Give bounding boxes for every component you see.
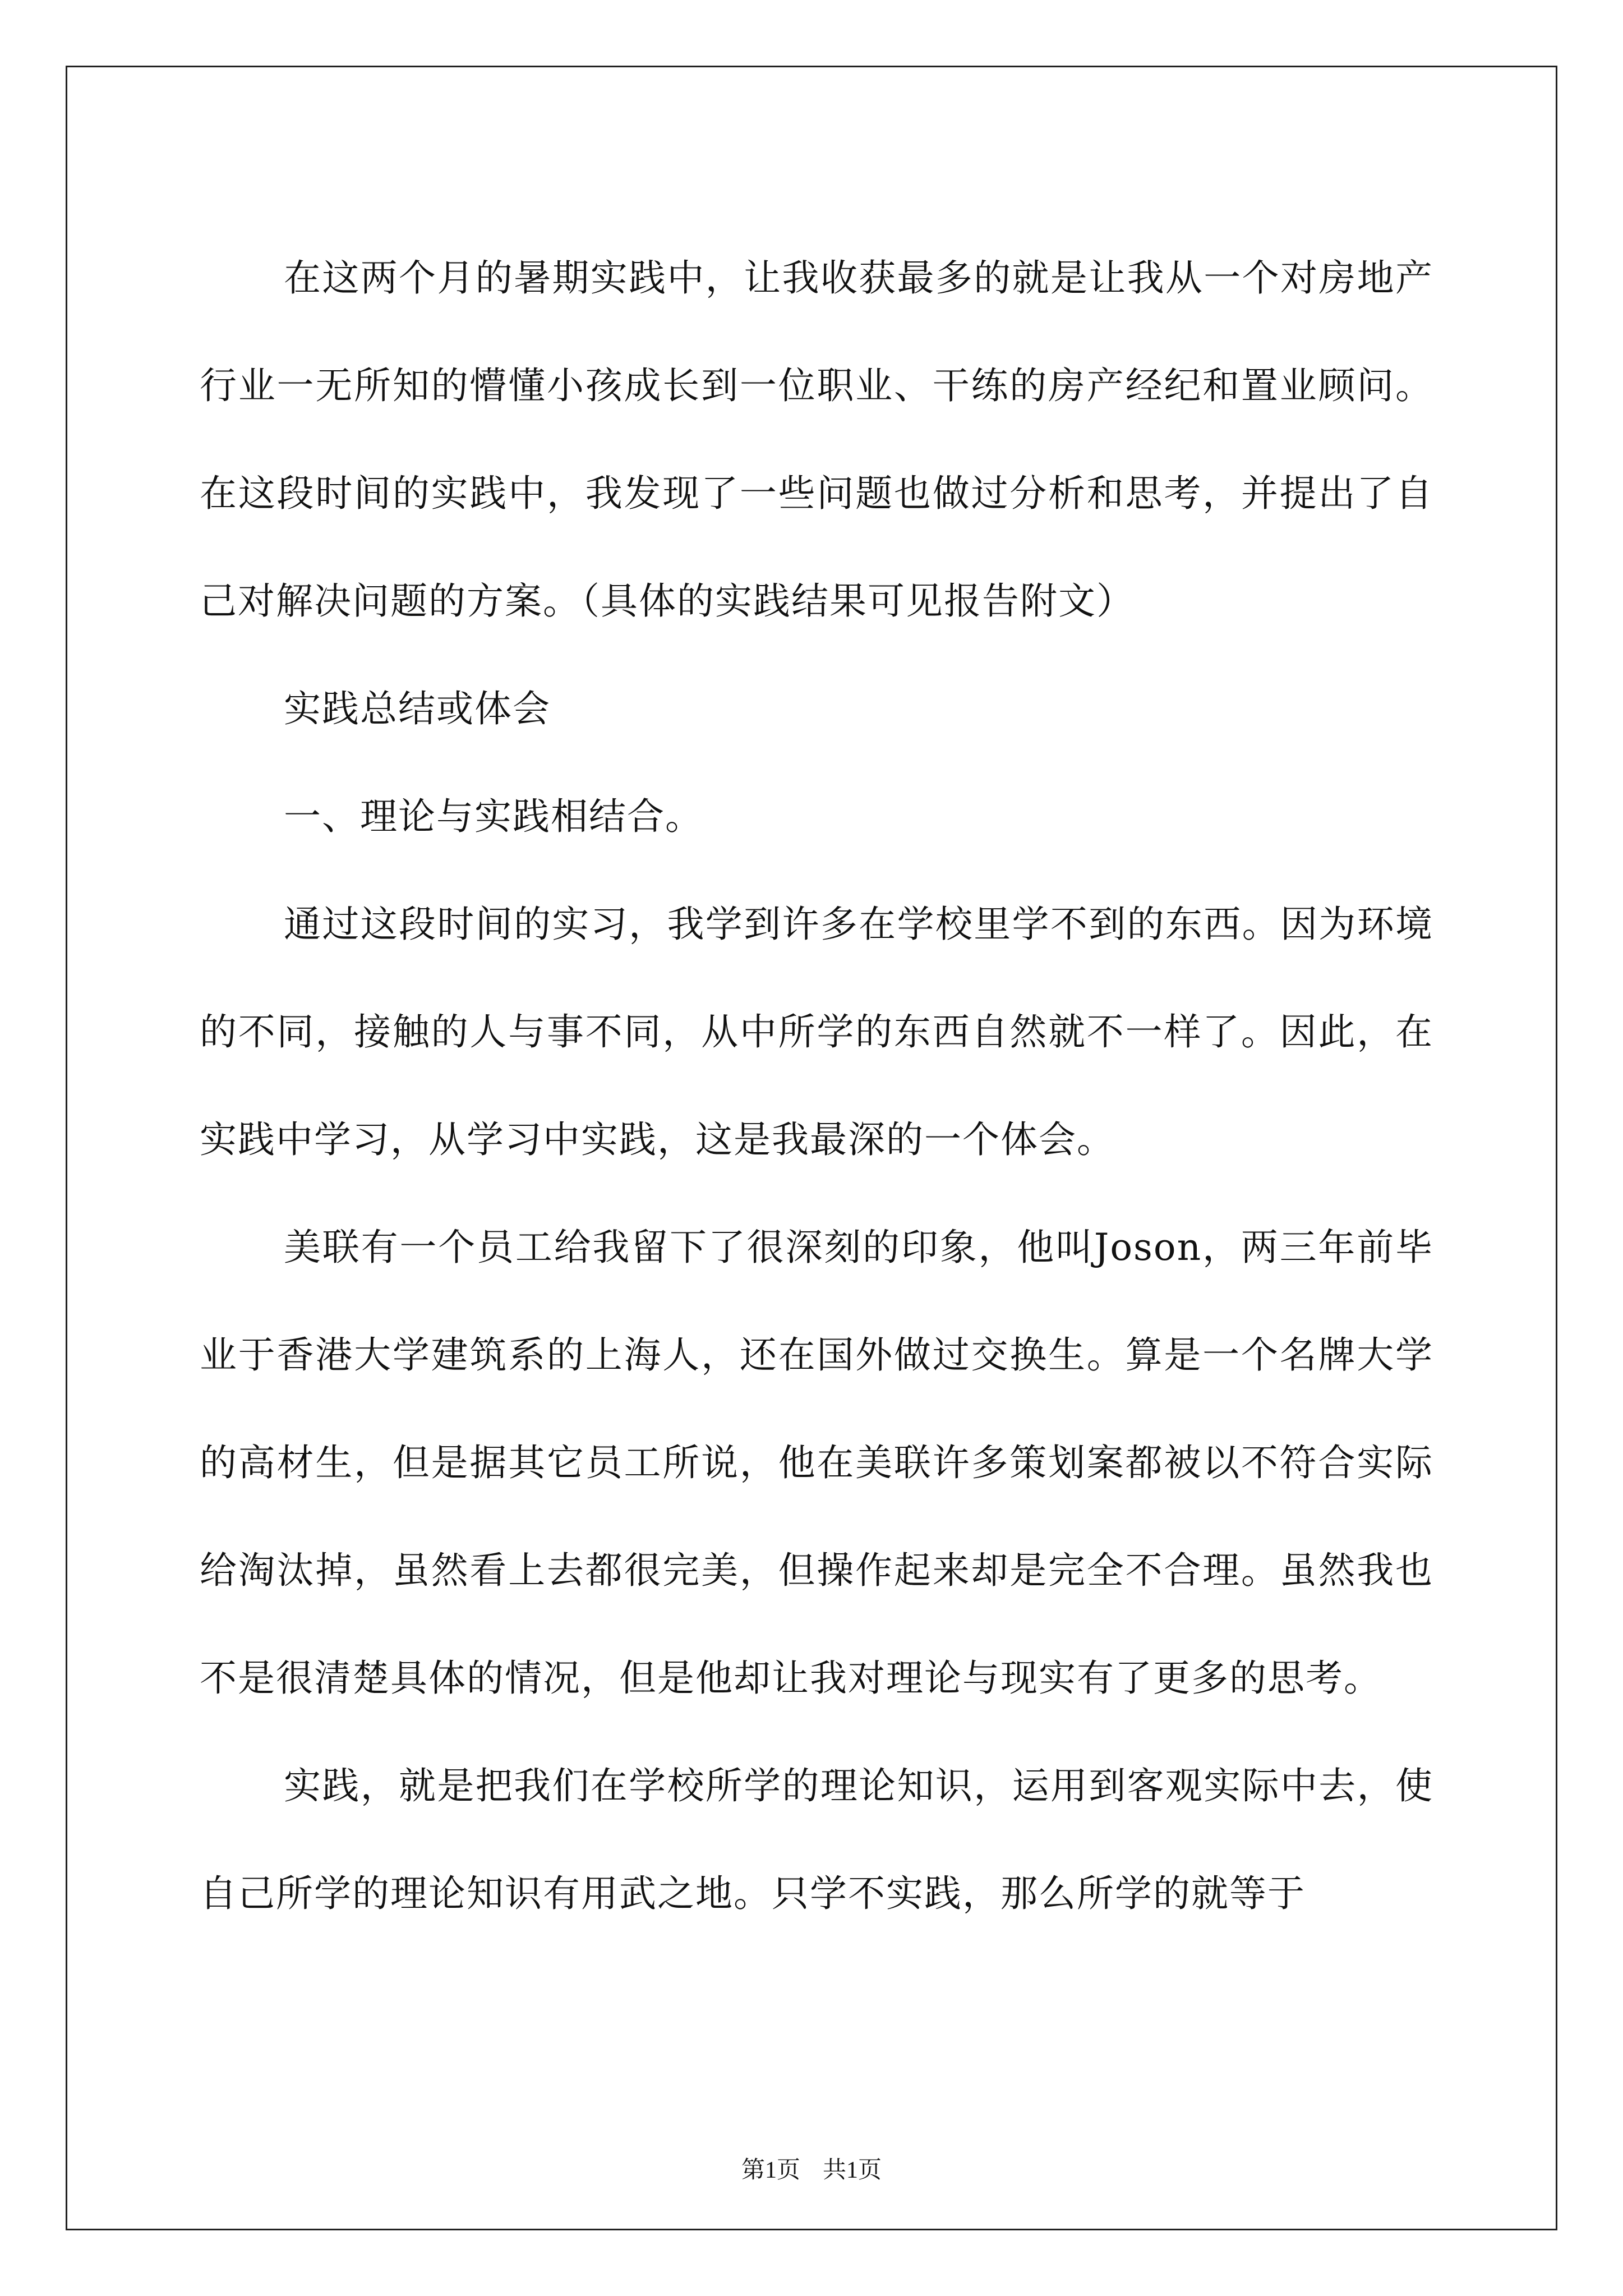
subheading-theory-practice: 一、理论与实践相结合。	[284, 795, 703, 838]
page-footer	[0, 2151, 1623, 2185]
paragraph-internship: 通过这段时间的实习，我学到许多在学校里学不到的东西。因为环境的不同，接触的人与事不同，从中所学的东西自然就不一样了。因此，在实践中学习，从学习中实践，这是我最深的一个体会。	[200, 903, 1433, 1161]
document-body	[200, 224, 1433, 1948]
paragraph-intro: 在这两个月的暑期实践中，让我收获最多的就是让我从一个对房地产行业一无所知的懵懂小孩成长到一位职业、干练的房产经纪和置业顾问。在这段时间的实践中，我发现了一些问题也做过分析和思考，并提出了自己对解决问题的方案。（具体的实践结果可见报告附文）	[200, 256, 1433, 623]
paragraph-practice: 实践，就是把我们在学校所学的理论知识，运用到客观实际中去，使自己所学的理论知识有用武之地。只学不实践，那么所学的就等于	[200, 1764, 1433, 1915]
page-number: 第1页	[741, 2157, 800, 2183]
section-heading-summary: 实践总结或体会	[284, 687, 551, 730]
page-total: 共1页	[823, 2157, 882, 2183]
paragraph-joson: 美联有一个员工给我留下了很深刻的印象，他叫Joson，两三年前毕业于香港大学建筑系的上海人，还在国外做过交换生。算是一个名牌大学的高材生，但是据其它员工所说，他在美联许多策划案都被以不符合实际给淘汰掉，虽然看上去都很完美，但操作起来却是完全不合理。虽然我也不是很清楚具体的情况，但是他却让我对理论与现实有了更多的思考。	[200, 1226, 1433, 1700]
